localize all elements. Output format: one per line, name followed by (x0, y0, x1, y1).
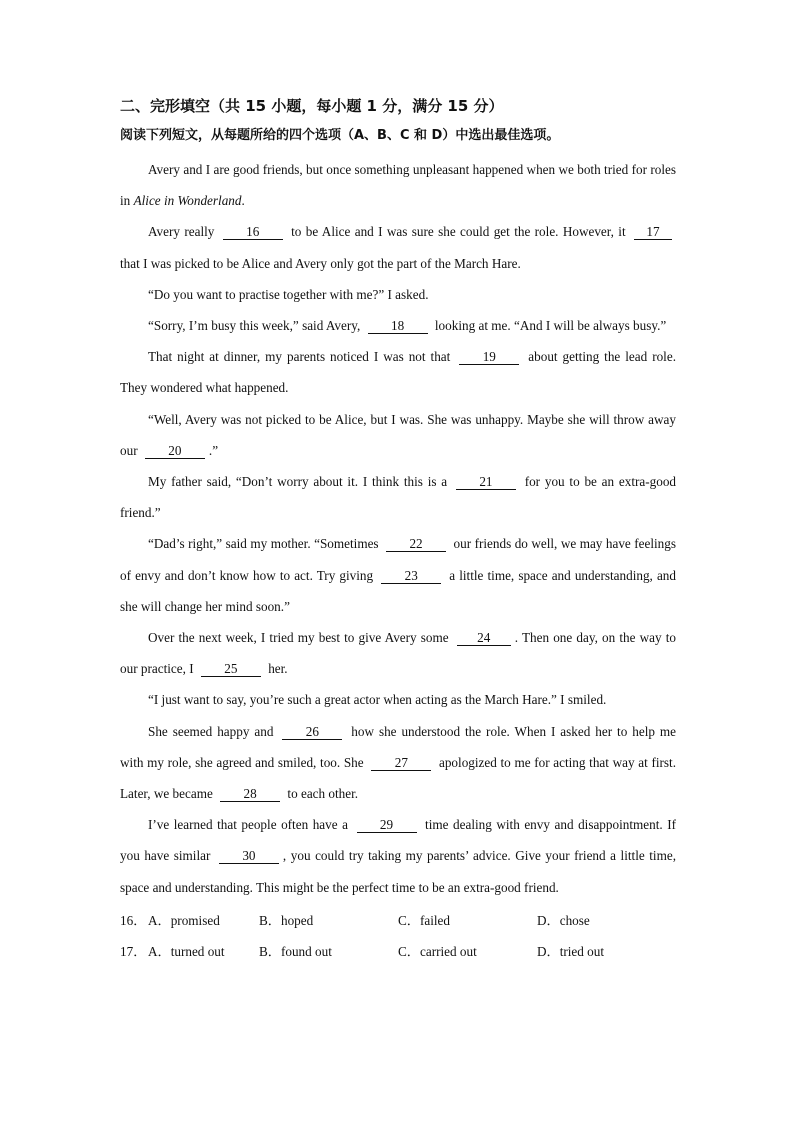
text-span: how she understood the role. When I asked her to help me with my role, she agreed and smiled, too. She (120, 723, 677, 770)
blank-27: 27 (371, 755, 431, 771)
section-title: 二、完形填空（共 15 小题，每小题 1 分，满分 15 分） (120, 97, 504, 115)
text-span: that I was picked to be Alice and Avery only got the part of the March Hare. (120, 255, 521, 271)
option-d[interactable]: D．tried out (537, 944, 605, 960)
blank-20: 20 (145, 443, 205, 459)
text-span: about getting the lead role. They wondered what happened. (120, 349, 676, 396)
text-span: “Well, Avery was not picked to be Alice, but I was. She was unhappy. Maybe she will throw away our (120, 411, 676, 458)
blank-22: 22 (386, 536, 446, 552)
blank-24: 24 (457, 630, 511, 646)
instruction-text: 阅读下列短文，从每题所给的四个选项（A、B、C 和 D）中选出最佳选项。 (120, 128, 560, 143)
passage-paragraph-10: “I just want to say, you’re such a great actor when acting as the March Hare.” I smiled. (148, 692, 607, 708)
blank-25: 25 (201, 661, 261, 677)
text-span: to each other. (284, 786, 359, 802)
option-b[interactable]: B．hoped (259, 912, 314, 928)
text-span: My father said, “Don’t worry about it. I think this is a (148, 474, 452, 490)
passage-paragraph-7 (120, 466, 676, 528)
text-span: .” (208, 442, 219, 458)
text-span: . Then one day, on the way to our practice, I (120, 630, 676, 677)
text-span: apologized to me for acting that way at first. Later, we became (120, 754, 676, 802)
option-d[interactable]: D．chose (537, 912, 590, 928)
blank-23: 23 (381, 568, 441, 584)
passage-paragraph-6 (120, 404, 676, 466)
passage-paragraph-8 (120, 528, 676, 622)
passage-paragraph-11 (120, 716, 676, 810)
blank-28: 28 (220, 786, 280, 802)
passage-paragraph-3: “Do you want to practise together with me?” I asked. (148, 286, 429, 302)
option-b[interactable]: B．found out (259, 944, 332, 960)
text-span: her. (264, 661, 288, 677)
question-number: 17． (120, 944, 147, 960)
question-number: 16． (120, 912, 147, 928)
passage-paragraph-2 (120, 216, 676, 278)
answer-options (120, 905, 676, 967)
option-c[interactable]: C．failed (398, 912, 451, 928)
text-span: Avery and I are good friends, but once something unpleasant happened when we both tried for roles in (120, 162, 676, 209)
text-span: our friends do well, we may have feelings of envy and don’t know how to act. Try giving (120, 536, 677, 583)
text-span: That night at dinner, my parents noticed I was not that (148, 349, 456, 365)
book-title: Alice in Wonderland (133, 193, 242, 209)
blank-19: 19 (459, 349, 519, 365)
text-span: “Dad’s right,” said my mother. “Sometimes (148, 536, 383, 552)
option-a[interactable]: A．turned out (148, 944, 225, 960)
text-span: I’ve learned that people often have a (148, 817, 353, 833)
text-span: “Sorry, I’m busy this week,” said Avery, (148, 318, 364, 334)
text-span: for you to be an extra-good friend.” (120, 474, 677, 521)
passage-paragraph-4 (120, 310, 676, 341)
document-page (120, 96, 676, 967)
question-row-16 (120, 905, 676, 936)
passage-paragraph-12 (120, 809, 676, 903)
text-span: looking at me. “And I will be always busy.” (431, 318, 667, 334)
blank-18: 18 (368, 318, 428, 334)
blank-29: 29 (357, 817, 417, 833)
text-span: She seemed happy and (148, 723, 279, 739)
blank-17: 17 (634, 224, 672, 240)
option-c[interactable]: C．carried out (398, 944, 477, 960)
text-span: a little time, space and understanding, and she will change her mind soon.” (120, 567, 676, 614)
blank-26: 26 (282, 724, 342, 740)
blank-30: 30 (219, 848, 279, 864)
text-span: . (241, 193, 245, 209)
text-span: to be Alice and I was sure she could get the role. However, it (286, 224, 630, 240)
option-a[interactable]: A．promised (148, 912, 220, 928)
passage-paragraph-9 (120, 622, 676, 684)
blank-21: 21 (456, 474, 516, 490)
question-row-17 (120, 936, 676, 967)
text-span: , you could try taking my parents’ advice. Give your friend a little time, space and understanding. This might be the perfect time to be an extra-good friend. (120, 848, 676, 895)
text-span: Avery really (148, 224, 219, 240)
text-span: Over the next week, I tried my best to give Avery some (148, 630, 453, 646)
text-span: time dealing with envy and disappointment. If you have similar (120, 817, 676, 864)
passage-paragraph-5 (120, 341, 676, 403)
passage-paragraph-1 (120, 154, 676, 216)
blank-16: 16 (223, 224, 283, 240)
